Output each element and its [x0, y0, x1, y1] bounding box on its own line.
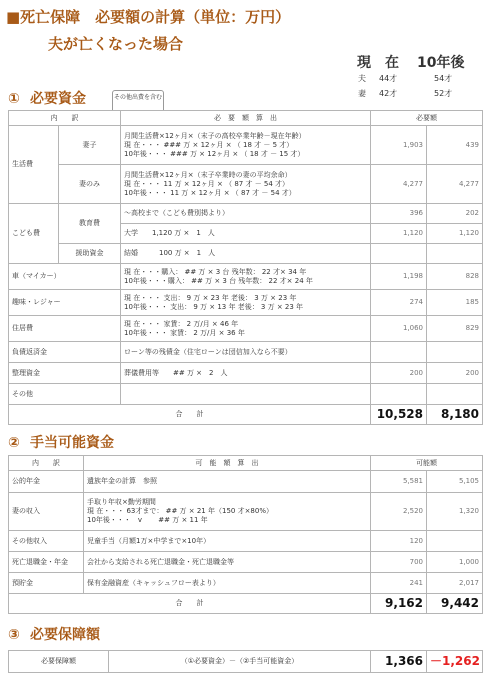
row-label-living: 生活費: [9, 126, 59, 204]
row-sublabel-wife-children: 妻子: [59, 126, 121, 165]
wife-label: 妻: [358, 89, 366, 98]
value-later: [427, 342, 483, 363]
calc-line: 月間生活費×12ヶ月×（末子の高校卒業年齢－現在年齢）: [124, 131, 306, 140]
calc-wedding: 結婚 100 万 × 1 人: [121, 244, 371, 264]
row-label-other: その他: [9, 384, 121, 405]
calc-line: 現 在・・・ 支出： 9 万 × 23 年 老後： 3 万 × 23 年: [124, 293, 297, 302]
required-coverage-table: [8, 650, 483, 673]
calc-line: 10年後・・・ 支出： 9 万 × 13 年 老後： 3 万 × 23 年: [124, 302, 304, 311]
value-later: 1,000: [427, 552, 483, 573]
calc-retirement: 会社から支給される死亡退職金・死亡退職金等: [84, 552, 371, 573]
calc-other-income: 児童手当（月額1万×中学まで×10年）: [84, 531, 371, 552]
value-later: [427, 244, 483, 264]
row-label-other-income: その他収入: [9, 531, 84, 552]
calc-wife-children: [121, 126, 371, 165]
row-label-housing: 住居費: [9, 316, 121, 342]
calc-other: [121, 384, 371, 405]
value-later: 5,105: [427, 471, 483, 493]
calc-education-highschool: ～高校まで（こども費別掲より）: [121, 204, 371, 224]
calc-line: 10年後・・・ ### 万 × 12ヶ月 × （ 18 才 － 15 才）: [124, 149, 305, 158]
column-header-calc: 可 能 額 算 出: [84, 456, 371, 471]
calc-line: 現 在・・・購入： ## 万 × 3 台 残年数： 22 才× 34 年: [124, 267, 307, 276]
value-later: 200: [427, 363, 483, 384]
calc-line: 現 在・・・ 家賃： 2 万/月 × 46 年: [124, 319, 239, 328]
section-number: ③: [8, 627, 20, 643]
row-label-funeral: 整理資金: [9, 363, 121, 384]
value-later: 202: [427, 204, 483, 224]
section-title: 必要保障額: [30, 627, 100, 643]
value-now: 1,903: [371, 126, 427, 165]
calc-savings: 保有金融資産（キャッシュフロー表より）: [84, 573, 371, 594]
total-later: 8,180: [427, 405, 483, 425]
total-label: 合 計: [9, 405, 371, 425]
column-header-item: 内 訳: [9, 111, 121, 126]
calc-wife-income: [84, 493, 371, 531]
section-title: 手当可能資金: [30, 435, 114, 451]
calc-line: 月間生活費×12ヶ月×（末子卒業時の妻の平均余命）: [124, 170, 292, 179]
husband-age-later: 54才: [434, 74, 453, 83]
row-label-car: 車（マイカー）: [9, 264, 121, 290]
value-now: 241: [371, 573, 427, 594]
section-number: ①: [8, 91, 20, 107]
coverage-formula: （①必要資金）－（②手当可能資金）: [109, 651, 371, 673]
page-subtitle: 夫が亡くなった場合: [48, 35, 184, 53]
total-now: 9,162: [371, 594, 427, 614]
value-now: 1,120: [371, 224, 427, 244]
value-later: 2,017: [427, 573, 483, 594]
value-now: 700: [371, 552, 427, 573]
row-sublabel-support: 援助資金: [59, 244, 121, 264]
calc-car: [121, 264, 371, 290]
calc-pension: 遺族年金の計算 参照: [84, 471, 371, 493]
value-now: 1,060: [371, 316, 427, 342]
calc-funeral: 葬儀費用等 ## 万 × 2 人: [121, 363, 371, 384]
column-header-item: 内 訳: [9, 456, 84, 471]
husband-label: 夫: [358, 74, 366, 83]
calc-line: 10年後・・・ 家賃： 2 万/月 × 36 年: [124, 328, 245, 337]
calc-line: 10年後・・・ 11 万 × 12ヶ月 × （ 87 才 － 54 才）: [124, 188, 296, 197]
value-now: 200: [371, 363, 427, 384]
row-label-leisure: 趣味・レジャー: [9, 290, 121, 316]
row-label-pension: 公的年金: [9, 471, 84, 493]
husband-age-now: 44才: [379, 74, 398, 83]
value-later: 829: [427, 316, 483, 342]
calc-line: 10年後・・・購入： ## 万 × 3 台 残年数： 22 才× 24 年: [124, 276, 313, 285]
page-title: ■死亡保障 必要額の計算（単位：万円）: [6, 8, 291, 26]
value-now: 120: [371, 531, 427, 552]
value-later: 1,320: [427, 493, 483, 531]
calc-debt: ローン等の残債金（住宅ローンは団信加入なら不要）: [121, 342, 371, 363]
calc-housing: [121, 316, 371, 342]
value-later: [427, 531, 483, 552]
value-later: 1,120: [427, 224, 483, 244]
row-label-retirement: 死亡退職金・年金: [9, 552, 84, 573]
calc-wife-only: [121, 165, 371, 204]
total-label: 合 計: [9, 594, 371, 614]
value-now: 2,520: [371, 493, 427, 531]
wife-age-later: 52才: [434, 89, 453, 98]
wife-age-now: 42才: [379, 89, 398, 98]
available-funds-table: [8, 455, 483, 614]
row-sublabel-wife-only: 妻のみ: [59, 165, 121, 204]
required-funds-table: [8, 110, 483, 425]
value-now: [371, 244, 427, 264]
calc-education-university: 大学 1,120 万 × 1 人: [121, 224, 371, 244]
coverage-later: －1,262: [427, 651, 483, 673]
value-later: 828: [427, 264, 483, 290]
total-now: 10,528: [371, 405, 427, 425]
row-label-savings: 預貯金: [9, 573, 84, 594]
calc-line: 現 在・・・ 63才まで： ## 万 × 21 年（150 才×80%）: [87, 507, 273, 515]
row-label-debt: 負債返済金: [9, 342, 121, 363]
value-later: 4,277: [427, 165, 483, 204]
value-now: 274: [371, 290, 427, 316]
total-later: 9,442: [427, 594, 483, 614]
section-required-funds: [8, 88, 86, 108]
value-now: 5,581: [371, 471, 427, 493]
column-header-amount: 必要額: [371, 111, 483, 126]
value-now: [371, 384, 427, 405]
section-number: ②: [8, 435, 20, 451]
value-now: 4,277: [371, 165, 427, 204]
coverage-label: 必要保障額: [9, 651, 109, 673]
calc-line: 手取り年収×勤労期間: [87, 498, 156, 506]
value-later: 439: [427, 126, 483, 165]
value-now: 1,198: [371, 264, 427, 290]
calc-line: 現 在・・・ 11 万 × 12ヶ月 × （ 87 才 － 54 才）: [124, 179, 290, 188]
value-later: [427, 384, 483, 405]
header-now: 現 在: [357, 55, 399, 71]
section-available-funds: [8, 432, 114, 452]
value-later: 185: [427, 290, 483, 316]
row-label-children: こども費: [9, 204, 59, 264]
row-label-wife-income: 妻の収入: [9, 493, 84, 531]
section-required-coverage: [8, 624, 100, 644]
calc-leisure: [121, 290, 371, 316]
value-now: 396: [371, 204, 427, 224]
value-now: [371, 342, 427, 363]
column-header-amount: 可能額: [371, 456, 483, 471]
note-bubble: その他出費を含む: [112, 90, 164, 114]
column-header-calc: 必 要 額 算 出: [121, 111, 371, 126]
section-title: 必要資金: [30, 91, 86, 107]
header-10-years-later: 10年後: [417, 55, 465, 71]
coverage-now: 1,366: [371, 651, 427, 673]
row-sublabel-education: 教育費: [59, 204, 121, 244]
calc-line: 10年後・・・ v ## 万 × 11 年: [87, 516, 208, 524]
calc-line: 現 在・・・ ### 万 × 12ヶ月 × （ 18 才 － 5 才）: [124, 140, 294, 149]
